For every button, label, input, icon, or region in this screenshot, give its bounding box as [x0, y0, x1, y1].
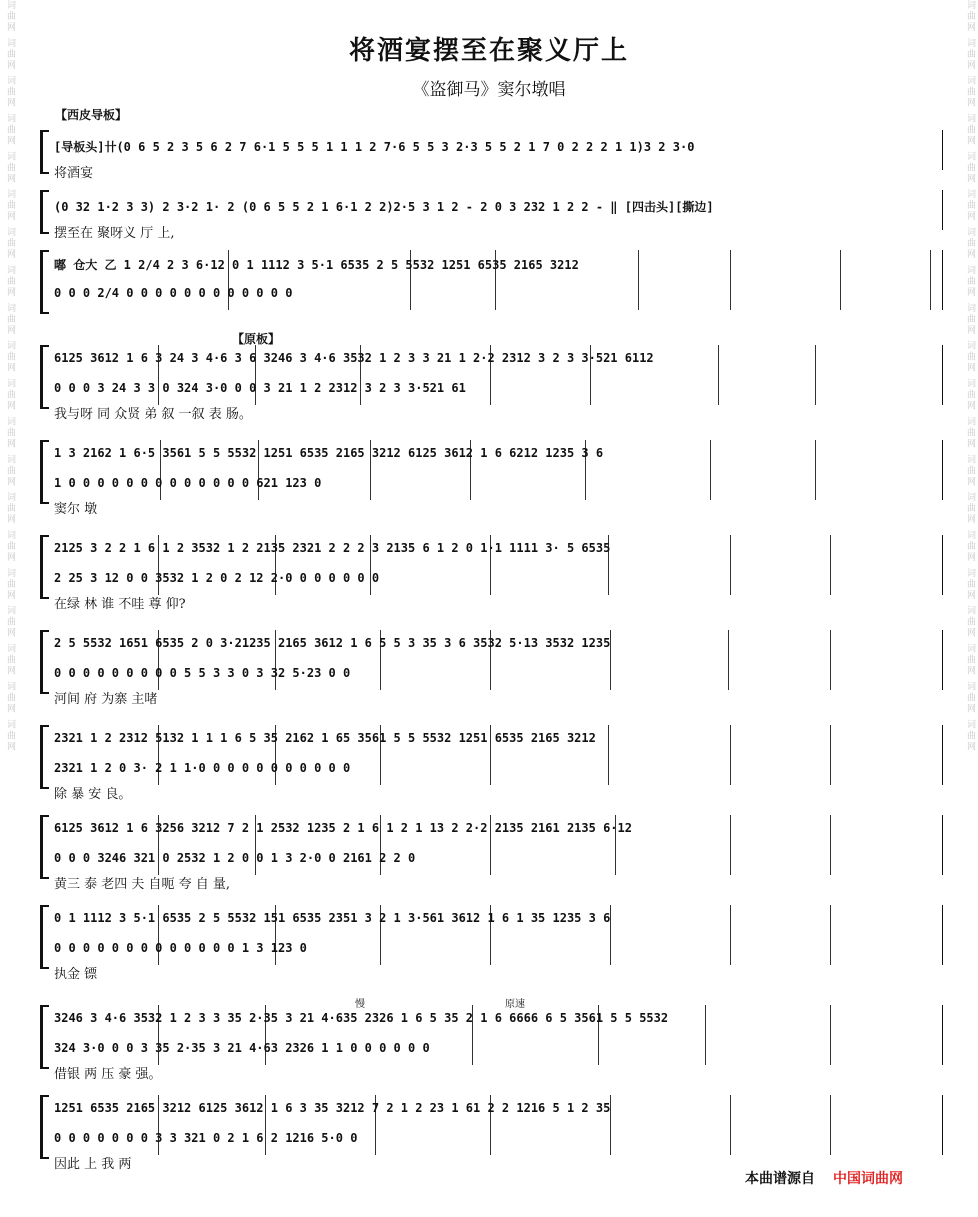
lyrics-line: 摆至在 聚呀义 厅 上,: [54, 226, 175, 241]
score-system: [40, 130, 945, 194]
notation-line-lower: 0 0 0 3 24 3 3 0 324 3·0 0 0 3 21 1 2 2312 3 2 3 3·521 61: [54, 381, 466, 395]
section-label-2: 【原板】: [232, 332, 281, 346]
score-system: [40, 815, 945, 899]
notation-line-lower: 324 3·0 0 0 3 35 2·35 3 21 4·63 2326 1 1 0 0 0 0 0 0: [54, 1041, 430, 1055]
score-system: [40, 190, 945, 254]
system-brace: [40, 345, 49, 409]
system-end-barline: [942, 190, 943, 230]
notation-line-upper: 6125 3612 1 6 3256 3212 7 2 1 2532 1235 2 1 6 1 2 1 13 2 2·2 2135 2161 2135 6·12: [54, 821, 632, 835]
notation-line-upper: 3246 3 4·6 3532 1 2 3 3 35 2·35 3 21 4·635 2326 1 6 5 35 2 1 6 6666 6 5 3561 5 5 5532: [54, 1011, 669, 1025]
notation-line-lower: 0 0 0 0 0 0 0 0 0 5 5 3 3 0 3 32 5·23 0 0: [54, 666, 351, 680]
tempo-original: 原速: [505, 999, 525, 1010]
page-subtitle: 《盗御马》窦尔墩唱: [412, 80, 566, 100]
score-system: [40, 1095, 945, 1179]
score-system: [40, 250, 945, 334]
notation-line-upper: 1251 6535 2165 3212 6125 3612 1 6 3 35 3212 7 2 1 2 23 1 61 2 2 1216 5 1 2 35: [54, 1101, 611, 1115]
system-brace: [40, 630, 49, 694]
system-end-barline: [942, 725, 943, 785]
system-brace: [40, 725, 49, 789]
lyrics-line: 窦尔 墩: [54, 502, 98, 517]
lyrics-line: 在绿 林 谁 不哇 尊 仰?: [54, 597, 186, 612]
score-system: [40, 535, 945, 619]
section-label: 【西皮导板】: [55, 108, 128, 122]
system-end-barline: [942, 1005, 943, 1065]
tempo-slow: 慢: [355, 999, 365, 1010]
system-brace: [40, 190, 49, 234]
notation-line-lower: 0 0 0 0 0 0 0 0 0 0 0 0 0 1 3 123 0: [54, 941, 307, 955]
notation-line-lower: 1 0 0 0 0 0 0 0 0 0 0 0 0 0 621 123 0: [54, 476, 322, 490]
notation-line-upper: 6125 3612 1 6 3 24 3 4·6 3 6 3246 3 4·6 3532 1 2 3 3 21 1 2·2 2312 3 2 3 3·521 6112: [54, 351, 654, 365]
lyrics-line: 执金 镖: [54, 967, 98, 982]
score-system: [40, 630, 945, 714]
notation-line-upper: 2125 3 2 2 1 6 1 2 3532 1 2 2135 2321 2 2 2 3 2135 6 1 2 0 1·1 1111 3· 5 6535: [54, 541, 611, 555]
system-brace: [40, 815, 49, 879]
system-brace: [40, 1095, 49, 1159]
notation-line-upper: (0 32 1·2 3 3) 2 3·2 1· 2 (0 6 5 5 2 1 6·1 2 2)2·5 3 1 2 - 2 0 3 232 1 2 2 - ‖ [四击头][撕边]: [54, 200, 714, 214]
footer-source: 本曲谱源自: [745, 1171, 815, 1187]
notation-line-upper: 2 5 5532 1651 6535 2 0 3·21235 2165 3612 1 6 5 5 3 35 3 6 3532 5·13 3532 1235: [54, 636, 611, 650]
system-end-barline: [942, 535, 943, 595]
lyrics-line: 河间 府 为寨 主啫: [54, 692, 158, 707]
system-end-barline: [942, 630, 943, 690]
notation-line-upper: 嘟 仓大 乙 1 2/4 2 3 6·12 0 1 1112 3 5·1 6535 2 5 5532 1251 6535 2165 3212: [54, 258, 579, 272]
lyrics-line: 因此 上 我 两: [54, 1157, 132, 1172]
notation-line-upper: 1 3 2162 1 6·5 3561 5 5 5532 1251 6535 2165 3212 6125 3612 1 6 6212 1235 3 6: [54, 446, 604, 460]
notation-line-lower: 0 0 0 3246 321 0 2532 1 2 0 0 1 3 2·0 0 2161 2 2 0: [54, 851, 416, 865]
score-system: [40, 1005, 945, 1089]
lyrics-line: 除 暴 安 良。: [54, 787, 132, 802]
notation-line-upper: 0 1 1112 3 5·1 6535 2 5 5532 151 6535 2351 3 2 1 3·561 3612 1 6 1 35 1235 3 6: [54, 911, 611, 925]
notation-line-upper: [导板头]卄(0 6 5 2 3 5 6 2 7 6·1 5 5 5 1 1 1 2 7·6 5 5 3 2·3 5 5 2 1 7 0 2 2 2 1 1)3 2 3·0: [54, 140, 695, 154]
system-brace: [40, 130, 49, 174]
lyrics-line: 黄三 泰 老四 夫 自呃 夸 自 量,: [54, 877, 231, 892]
system-brace: [40, 440, 49, 504]
system-brace: [40, 250, 49, 314]
system-brace: [40, 535, 49, 599]
score-system: [40, 345, 945, 429]
system-end-barline: [942, 130, 943, 170]
notation-line-lower: 2321 1 2 0 3· 2 1 1·0 0 0 0 0 0 0 0 0 0 0: [54, 761, 351, 775]
watermark-right: 词曲网 词曲网 词曲网 词曲网 词曲网 词曲网 词曲网 词曲网 词曲网 词曲网 词曲网 词曲网 词曲网 词曲网 词曲网 词曲网 词曲网 词曲网 词曲网 词曲网: [965, 0, 975, 753]
footer: [745, 1168, 903, 1188]
footer-brand: 中国词曲网: [833, 1171, 903, 1187]
system-end-barline: [942, 815, 943, 875]
lyrics-line: 将酒宴: [54, 166, 94, 181]
score-system: [40, 725, 945, 809]
system-end-barline: [942, 250, 943, 310]
notation-line-upper: 2321 1 2 2312 5132 1 1 1 6 5 35 2162 1 65 3561 5 5 5532 1251 6535 2165 3212: [54, 731, 596, 745]
notation-line-lower: 2 25 3 12 0 0 3532 1 2 0 2 12 2·0 0 0 0 0 0 0: [54, 571, 380, 585]
watermark-left: 词曲网 词曲网 词曲网 词曲网 词曲网 词曲网 词曲网 词曲网 词曲网 词曲网 词曲网 词曲网 词曲网 词曲网 词曲网 词曲网 词曲网 词曲网 词曲网 词曲网: [5, 0, 15, 753]
page-title: 将酒宴摆至在聚义厅上: [348, 36, 629, 66]
lyrics-line: 借银 两 压 豪 强。: [54, 1067, 162, 1082]
system-end-barline: [942, 345, 943, 405]
notation-line-lower: 0 0 0 2/4 0 0 0 0 0 0 0 0 0 0 0 0: [54, 286, 293, 300]
system-end-barline: [942, 1095, 943, 1155]
score-system: [40, 440, 945, 524]
system-end-barline: [942, 905, 943, 965]
system-brace: [40, 905, 49, 969]
system-end-barline: [942, 440, 943, 500]
score-system: [40, 905, 945, 989]
notation-line-lower: 0 0 0 0 0 0 0 3 3 321 0 2 1 6 2 1216 5·0 0: [54, 1131, 358, 1145]
system-brace: [40, 1005, 49, 1069]
lyrics-line: 我与呀 同 众贤 弟 叙 一叙 表 肠。: [54, 407, 252, 422]
